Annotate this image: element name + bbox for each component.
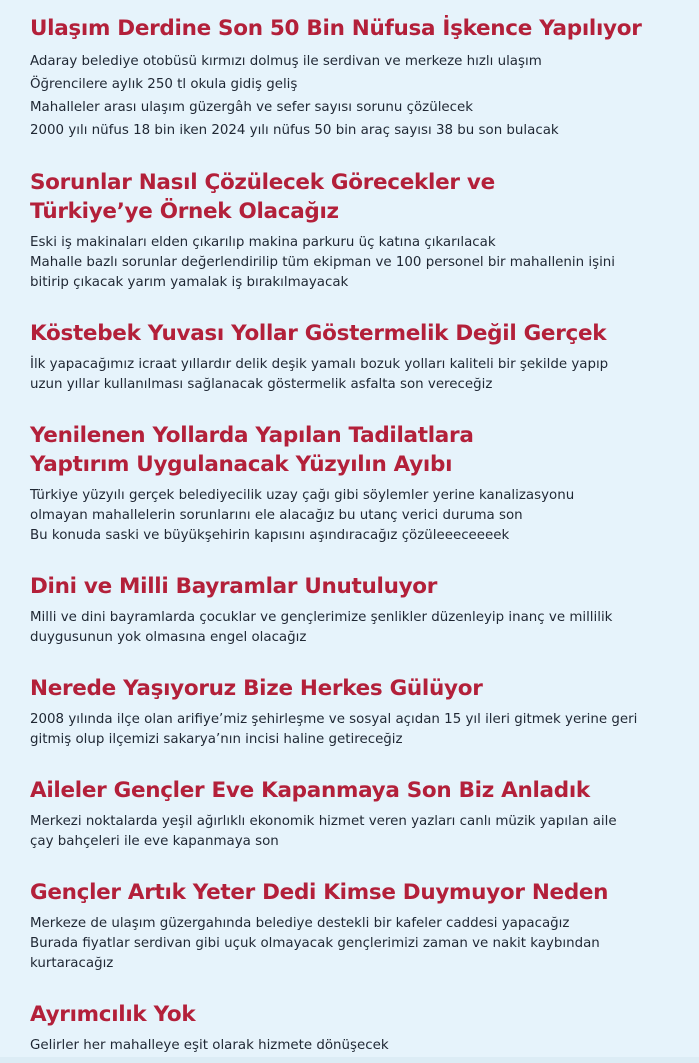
heading-line: Dini ve Milli Bayramlar Unutuluyor [30,574,438,599]
heading-line: Türkiye’ye Örnek Olacağız [30,199,339,224]
body-line: Adaray belediye otobüsü kırmızı dolmuş ile serdivan ve merkeze hızlı ulaşım [30,54,542,69]
heading-line: Sorunlar Nasıl Çözülecek Görecekler ve [30,170,495,195]
body-line: çay bahçeleri ile eve kapanmaya son [30,834,279,849]
body-line: duygusunun yok olmasına engel olacağız [30,630,307,645]
body-line: İlk yapacağımız icraat yıllardır delik deşik yamalı bozuk yolları kaliteli bir şekilde yapıp [30,357,609,372]
body-line: Merkezi noktalarda yeşil ağırlıklı ekonomik hizmet veren yazları canlı müzik yapılan aile [30,814,617,829]
heading-line: Aileler Gençler Eve Kapanmaya Son Biz Anladık [30,778,590,803]
body-line: Türkiye yüzyılı gerçek belediyecilik uzay çağı gibi söylemler yerine kanalizasyonu [30,488,575,503]
heading-line: Yaptırım Uygulanacak Yüzyılın Ayıbı [30,452,453,477]
section-youth [30,878,679,974]
body-line: Milli ve dini bayramlarda çocuklar ve gençlerimize şenlikler düzenleyip inanç ve millilik [30,610,613,625]
section-heading [30,319,679,348]
body-line: Mahalle bazlı sorunlar değerlendirilip tüm ekipman ve 100 personel bir mahallenin işini [30,255,615,270]
body-line: 2008 yılında ilçe olan arifiye’miz şehirleşme ve sosyal açıdan 15 yıl ileri gitmek yerine geri [30,712,638,727]
body-line: uzun yıllar kullanılması sağlanacak göstermelik asfalta son vereceğiz [30,377,493,392]
section-heading [30,421,679,479]
body-line: Mahalleler arası ulaşım güzergâh ve sefer sayısı sorunu çözülecek [30,100,474,115]
section-no-discrimination [30,1000,679,1056]
body-line: Öğrencilere aylık 250 tl okula gidiş geliş [30,77,298,92]
heading-line: Gençler Artık Yeter Dedi Kimse Duymuyor Neden [30,880,609,905]
section-holidays [30,572,679,648]
section-renovations [30,421,679,546]
body-line: Merkeze de ulaşım güzergahında belediye destekli bir kafeler caddesi yapacağız [30,916,570,931]
body-line: olmayan mahallelerin sorunlarını ele alacağız bu utanç verici duruma son [30,508,523,523]
heading-line: Yenilenen Yollarda Yapılan Tadilatlara [30,423,474,448]
section-problems [30,168,679,293]
section-where-we-live [30,674,679,750]
section-heading [30,14,679,43]
body-line: Gelirler her mahalleye eşit olarak hizmete dönüşecek [30,1038,389,1053]
heading-line: Köstebek Yuvası Yollar Göstermelik Değil Gerçek [30,321,607,346]
section-heading [30,878,679,907]
body-line: gitmiş olup ilçemizi sakarya’nın incisi haline getireceğiz [30,732,403,747]
section-heading [30,572,679,601]
section-heading [30,674,679,703]
body-line: bitirip çıkacak yarım yamalak iş bırakılmayacak [30,275,349,290]
heading-line: Ayrımcılık Yok [30,1002,196,1027]
heading-line: Ulaşım Derdine Son 50 Bin Nüfusa İşkence Yapılıyor [30,16,642,41]
section-heading [30,168,679,226]
section-heading [30,776,679,805]
body-line: 2000 yılı nüfus 18 bin iken 2024 yılı nüfus 50 bin araç sayısı 38 bu son bulacak [30,123,559,138]
body-line: Eski iş makinaları elden çıkarılıp makina parkuru üç katına çıkarılacak [30,235,496,250]
body-line: Burada fiyatlar serdivan gibi uçuk olmayacak gençlerimizi zaman ve nakit kaybından [30,936,600,951]
section-families [30,776,679,852]
bottom-band [0,1057,699,1063]
section-roads [30,319,679,395]
section-transport [30,14,679,142]
heading-line: Nerede Yaşıyoruz Bize Herkes Gülüyor [30,676,483,701]
section-heading [30,1000,679,1029]
body-line: Bu konuda saski ve büyükşehirin kapısını aşındıracağız çözülеееceeeek [30,528,510,543]
body-line: kurtaracağız [30,956,114,971]
